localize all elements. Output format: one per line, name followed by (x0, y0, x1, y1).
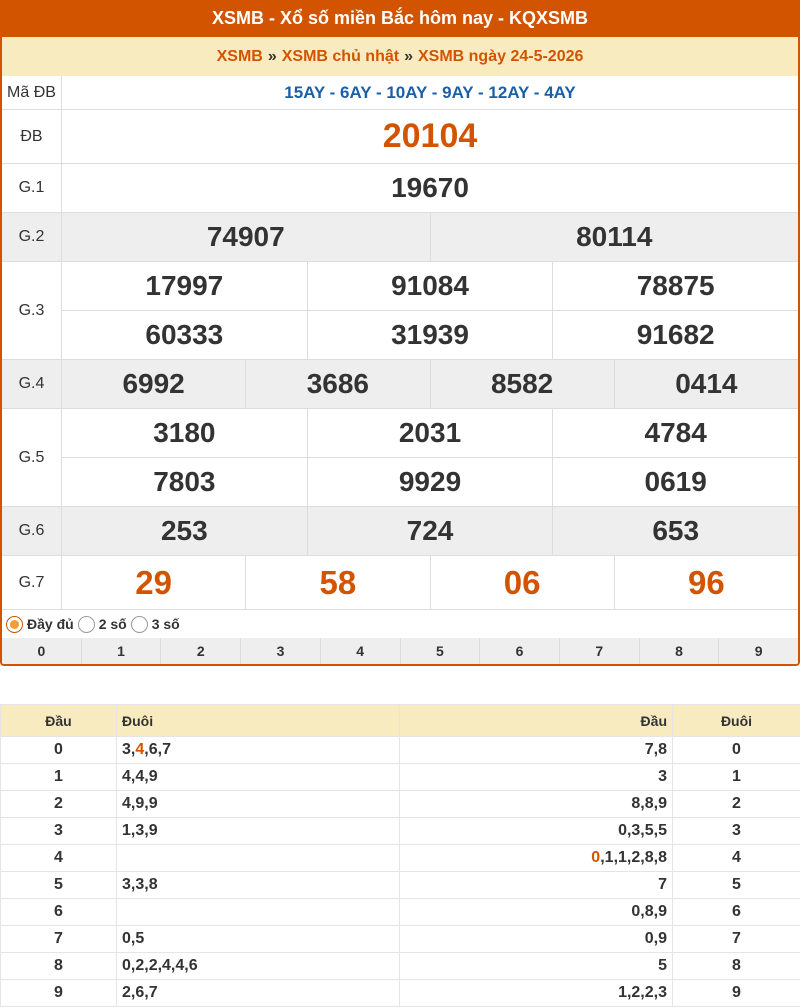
loto-duoi-reverse: 0 (673, 737, 800, 764)
loto-row (1, 926, 800, 953)
g7-number: 58 (245, 556, 429, 609)
loto-dau: 1 (1, 764, 117, 791)
loto-duoi: 4,9,9 (117, 791, 400, 818)
loto-duoi: 1,3,9 (117, 818, 400, 845)
loto-dau: 2 (1, 791, 117, 818)
g4-number: 6992 (62, 360, 245, 408)
g7-number: 06 (430, 556, 614, 609)
g6-number: 253 (62, 507, 307, 555)
digit-filter-1[interactable]: 1 (81, 638, 161, 664)
loto-dau: 9 (1, 980, 117, 1007)
loto-dau-reverse: 7 (400, 872, 673, 899)
g6-label: G.6 (2, 507, 62, 556)
loto-dau: 7 (1, 926, 117, 953)
breadcrumb-xsmb-date[interactable]: XSMB ngày 24-5-2026 (418, 48, 583, 65)
g7-number: 29 (62, 556, 245, 609)
g3-number: 60333 (62, 311, 307, 359)
loto-dau: 5 (1, 872, 117, 899)
loto-dau-reverse: 0,8,9 (400, 899, 673, 926)
loto-duoi-reverse: 6 (673, 899, 800, 926)
g3-label: G.3 (2, 262, 62, 360)
g4-number: 3686 (245, 360, 429, 408)
radio-selected-icon[interactable] (6, 616, 23, 633)
digit-filter-6[interactable]: 6 (479, 638, 559, 664)
loto-dau-reverse: 3 (400, 764, 673, 791)
loto-duoi-reverse: 8 (673, 953, 800, 980)
loto-duoi-reverse: 9 (673, 980, 800, 1007)
g5-number: 2031 (307, 409, 553, 457)
loto-row (1, 872, 800, 899)
loto-duoi: 2,6,7 (117, 980, 400, 1007)
loto-duoi (117, 899, 400, 926)
g4-number: 8582 (430, 360, 614, 408)
loto-dau-reverse: 0,3,5,5 (400, 818, 673, 845)
loto-table (0, 704, 800, 1007)
loto-dau: 8 (1, 953, 117, 980)
g5-number: 4784 (552, 409, 798, 457)
g3-number: 31939 (307, 311, 553, 359)
loto-duoi: 3,3,8 (117, 872, 400, 899)
digit-filter-3[interactable]: 3 (240, 638, 320, 664)
loto-dau: 3 (1, 818, 117, 845)
radio-icon[interactable] (131, 616, 148, 633)
g2-label: G.2 (2, 213, 62, 262)
g6-number: 653 (552, 507, 798, 555)
digit-filter (2, 638, 798, 664)
loto-header-dau: Đầu (400, 705, 673, 737)
option-3-digits[interactable] (131, 616, 180, 633)
loto-dau: 6 (1, 899, 117, 926)
loto-row (1, 953, 800, 980)
highlighted-digit: 0 (591, 849, 600, 866)
breadcrumb-separator: » (263, 48, 282, 65)
g2-number: 80114 (430, 213, 799, 261)
digit-filter-8[interactable]: 8 (639, 638, 719, 664)
loto-row (1, 818, 800, 845)
page-title: XSMB - Xổ số miền Bắc hôm nay - KQXSMB (0, 0, 800, 37)
g5-number: 0619 (552, 458, 798, 506)
loto-dau-reverse: 5 (400, 953, 673, 980)
loto-header-dau: Đầu (1, 705, 117, 737)
results-table (2, 76, 798, 610)
g1-label: G.1 (2, 164, 62, 213)
breadcrumb-xsmb-sunday[interactable]: XSMB chủ nhật (282, 48, 399, 65)
option-2-digits[interactable] (78, 616, 127, 633)
loto-duoi-reverse: 3 (673, 818, 800, 845)
display-options (2, 610, 798, 639)
db-label: ĐB (2, 110, 62, 164)
digit-filter-5[interactable]: 5 (400, 638, 480, 664)
digit-filter-2[interactable]: 2 (160, 638, 240, 664)
loto-header-duoi: Đuôi (117, 705, 400, 737)
loto-row (1, 899, 800, 926)
loto-row (1, 791, 800, 818)
loto-dau-reverse: 0,1,1,2,8,8 (400, 845, 673, 872)
option-label: 3 số (152, 616, 180, 632)
digit-filter-0[interactable]: 0 (2, 638, 81, 664)
g7-number: 96 (614, 556, 798, 609)
g3-number: 78875 (552, 262, 798, 310)
loto-row (1, 980, 800, 1007)
loto-dau: 0 (1, 737, 117, 764)
digit-filter-9[interactable]: 9 (718, 638, 798, 664)
g5-number: 9929 (307, 458, 553, 506)
loto-duoi-reverse: 2 (673, 791, 800, 818)
loto-duoi: 3,4,6,7 (117, 737, 400, 764)
loto-dau-reverse: 7,8 (400, 737, 673, 764)
loto-duoi (117, 845, 400, 872)
loto-duoi-reverse: 4 (673, 845, 800, 872)
g7-label: G.7 (2, 556, 62, 610)
breadcrumb (2, 37, 798, 76)
g5-label: G.5 (2, 409, 62, 507)
special-code: 15AY - 6AY - 10AY - 9AY - 12AY - 4AY (62, 76, 799, 110)
breadcrumb-separator: » (399, 48, 418, 65)
g3-number: 17997 (62, 262, 307, 310)
radio-icon[interactable] (78, 616, 95, 633)
breadcrumb-xsmb[interactable]: XSMB (217, 48, 263, 65)
g5-number: 3180 (62, 409, 307, 457)
code-label: Mã ĐB (2, 76, 62, 110)
special-prize: 20104 (62, 110, 799, 164)
loto-duoi: 4,4,9 (117, 764, 400, 791)
loto-duoi-reverse: 7 (673, 926, 800, 953)
loto-duoi: 0,5 (117, 926, 400, 953)
digit-filter-7[interactable]: 7 (559, 638, 639, 664)
loto-dau-reverse: 1,2,2,3 (400, 980, 673, 1007)
digit-filter-4[interactable]: 4 (320, 638, 400, 664)
loto-dau-reverse: 0,9 (400, 926, 673, 953)
loto-dau-reverse: 8,8,9 (400, 791, 673, 818)
loto-row (1, 764, 800, 791)
loto-duoi-reverse: 5 (673, 872, 800, 899)
option-full[interactable] (6, 616, 74, 633)
loto-duoi-reverse: 1 (673, 764, 800, 791)
loto-duoi: 0,2,2,4,4,6 (117, 953, 400, 980)
g1-number: 19670 (62, 164, 799, 213)
option-label: 2 số (99, 616, 127, 632)
g3-number: 91682 (552, 311, 798, 359)
highlighted-digit: 4 (135, 741, 144, 758)
loto-dau: 4 (1, 845, 117, 872)
g4-number: 0414 (614, 360, 798, 408)
g5-number: 7803 (62, 458, 307, 506)
option-label: Đầy đủ (27, 616, 74, 632)
g4-label: G.4 (2, 360, 62, 409)
g3-number: 91084 (307, 262, 553, 310)
loto-header-duoi: Đuôi (673, 705, 800, 737)
g2-number: 74907 (62, 213, 430, 261)
loto-row (1, 845, 800, 872)
g6-number: 724 (307, 507, 553, 555)
loto-row (1, 737, 800, 764)
